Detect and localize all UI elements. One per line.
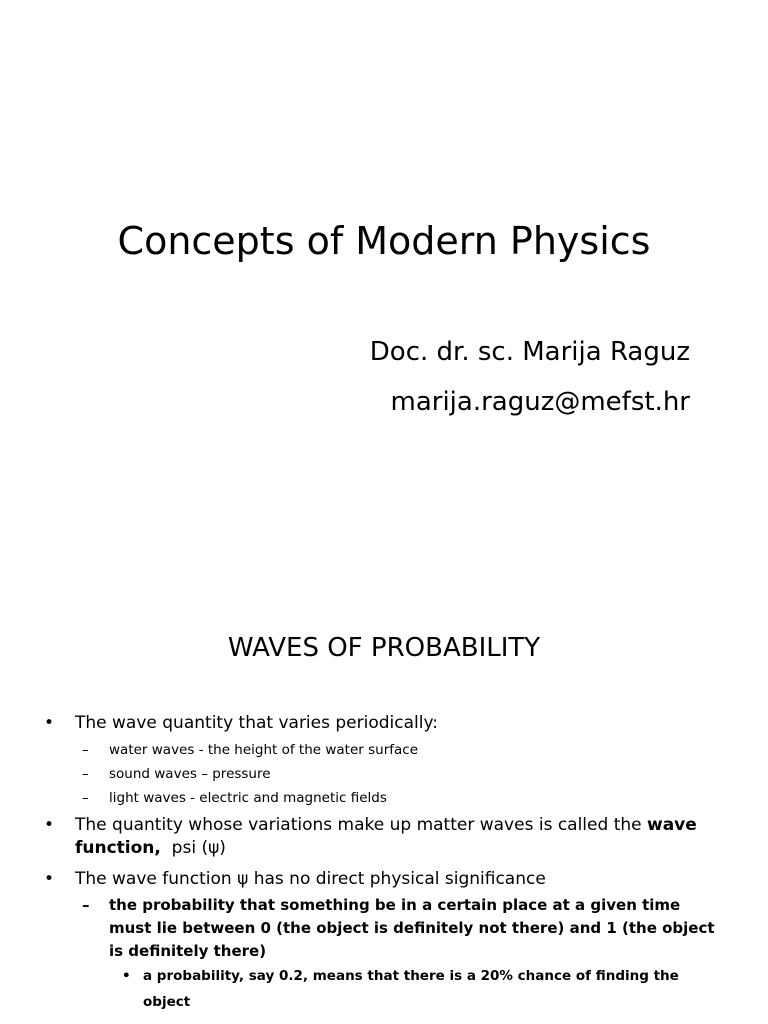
title-slide [0, 0, 768, 510]
sub-bullet-item [44, 786, 724, 810]
sub-bullet-text: the probability that something be in a certain place at a given time must lie between 0 (the object is definitely not there) and 1 (the object is definitely there) [109, 896, 715, 960]
slide-title: WAVES OF PROBABILITY [227, 633, 541, 663]
bullet-text-end: psi (ψ) [160, 838, 226, 858]
sub-bullet-item [44, 762, 724, 786]
bullet-item [44, 712, 724, 735]
bullet-marker: • [44, 713, 55, 733]
bullet-text: The wave quantity that varies periodically: [75, 713, 439, 733]
sub-bullet-text: water waves - the height of the water surface [109, 742, 419, 758]
bullet-text: The wave function ψ has no direct physical significance [75, 869, 546, 889]
bullet-text: The quantity whose variations make up matter waves is called the [75, 815, 647, 835]
dash-marker: – [82, 766, 89, 782]
dash-marker: – [82, 896, 90, 914]
content-slide [0, 574, 768, 1024]
presentation-title: Concepts of Modern Physics [117, 219, 651, 263]
dash-marker: – [82, 790, 89, 806]
bullet-marker: • [44, 869, 55, 889]
slide-content [44, 712, 724, 1015]
bullet-text-bold: wave function, [75, 815, 697, 858]
dash-marker: – [82, 742, 89, 758]
sub-bullet-item [44, 894, 724, 963]
bullet-item [44, 814, 724, 860]
sub-sub-bullet-text: a probability, say 0.2, means that there is a 20% chance of finding the object [143, 968, 679, 1010]
author-email: marija.raguz@mefst.hr [390, 387, 690, 417]
bullet-marker: • [44, 815, 55, 835]
sub-bullet-text: sound waves – pressure [109, 766, 271, 782]
sub-bullet-item [44, 738, 724, 762]
sub-bullet-text: light waves - electric and magnetic fields [109, 790, 387, 806]
sub-sub-bullet-item [44, 963, 724, 1015]
author-name: Doc. dr. sc. Marija Raguz [369, 337, 690, 367]
bullet-marker: • [122, 968, 131, 984]
bullet-item [44, 868, 724, 891]
